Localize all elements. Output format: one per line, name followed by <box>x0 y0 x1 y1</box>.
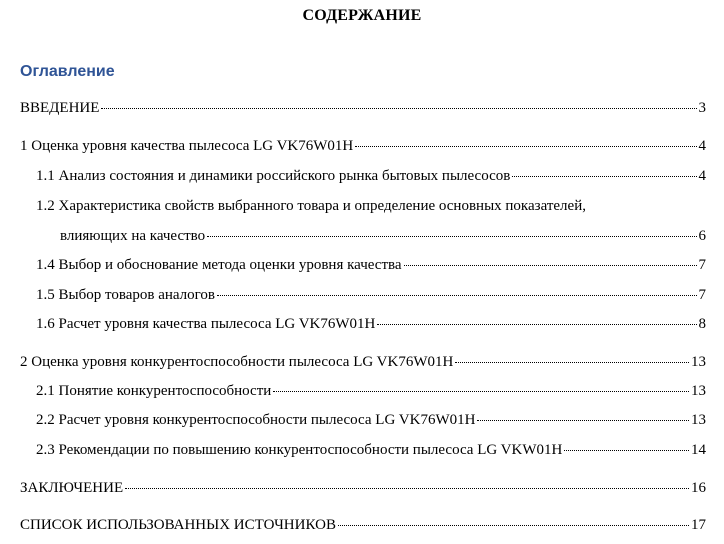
page-title: СОДЕРЖАНИЕ <box>302 7 422 24</box>
toc-entry-1-2-line1[interactable]: 1.2 Характеристика свойств выбранного товара и определение основных показателей, <box>36 198 586 214</box>
toc-page-number: 14 <box>691 442 706 458</box>
toc-page-number: 13 <box>691 354 706 370</box>
toc-entry-1-4[interactable] <box>36 255 706 275</box>
toc-entry-1-2[interactable] <box>60 226 706 246</box>
toc-entry-text: 2 Оценка уровня конкурентоспособности пылесоса LG VK76W01H <box>20 354 454 370</box>
toc-leader <box>355 146 696 147</box>
toc-heading: Оглавление <box>20 63 115 80</box>
toc-page-number: 13 <box>691 383 706 399</box>
toc-page-number: 7 <box>698 287 706 303</box>
toc-page-number: 4 <box>698 138 706 154</box>
toc-entry-text: ВВЕДЕНИЕ <box>20 100 100 116</box>
toc-entry-text: 1.5 Выбор товаров аналогов <box>36 287 216 303</box>
toc-entry-2-3[interactable] <box>36 440 706 460</box>
toc-leader <box>101 108 696 109</box>
toc-entry-text: СПИСОК ИСПОЛЬЗОВАННЫХ ИСТОЧНИКОВ <box>20 517 336 533</box>
toc-page-number: 6 <box>698 228 706 244</box>
toc-leader <box>512 176 696 177</box>
toc-leader <box>207 236 696 237</box>
toc-page-number: 8 <box>698 316 706 332</box>
toc-entry-text: влияющих на качество <box>60 228 206 244</box>
toc-entry-text: ЗАКЛЮЧЕНИЕ <box>20 480 124 496</box>
toc-page-number: 17 <box>691 517 706 533</box>
toc-entry-text: 1.6 Расчет уровня качества пылесоса LG VK76W01H <box>36 316 376 332</box>
toc-leader <box>455 362 689 363</box>
toc-leader <box>338 525 689 526</box>
toc-entry-text: 1 Оценка уровня качества пылесоса LG VK76W01H <box>20 138 354 154</box>
toc-entry-introduction[interactable] <box>20 98 706 118</box>
toc-entry-text: 1.4 Выбор и обоснование метода оценки уровня качества <box>36 257 402 273</box>
toc-entry-2-1[interactable] <box>36 381 706 401</box>
toc-entry-2-2[interactable] <box>36 410 706 430</box>
toc-leader <box>477 420 689 421</box>
toc-leader <box>217 295 696 296</box>
toc-entry-text: 2.1 Понятие конкурентоспособности <box>36 383 272 399</box>
toc-entry-text: 1.1 Анализ состояния и динамики российского рынка бытовых пылесосов <box>36 168 511 184</box>
toc-entry-conclusion[interactable] <box>20 478 706 498</box>
toc-leader <box>125 488 689 489</box>
toc-page-number: 3 <box>698 100 706 116</box>
toc-entry-1-1[interactable] <box>36 166 706 186</box>
toc-entry-references[interactable] <box>20 515 706 535</box>
toc-leader <box>404 265 697 266</box>
toc-entry-chapter-1[interactable] <box>20 136 706 156</box>
toc-entry-1-5[interactable] <box>36 285 706 305</box>
toc-entry-1-6[interactable] <box>36 314 706 334</box>
toc-entry-chapter-2[interactable] <box>20 352 706 372</box>
toc-entry-text: 2.2 Расчет уровня конкурентоспособности пылесоса LG VK76W01H <box>36 412 476 428</box>
toc-entry-text: 2.3 Рекомендации по повышению конкурентоспособности пылесоса LG VKW01H <box>36 442 563 458</box>
toc-leader <box>273 391 689 392</box>
toc-leader <box>564 450 689 451</box>
toc-page-number: 13 <box>691 412 706 428</box>
toc-page-number: 4 <box>698 168 706 184</box>
toc-leader <box>377 324 696 325</box>
toc-page-number: 16 <box>691 480 706 496</box>
toc-page-number: 7 <box>698 257 706 273</box>
